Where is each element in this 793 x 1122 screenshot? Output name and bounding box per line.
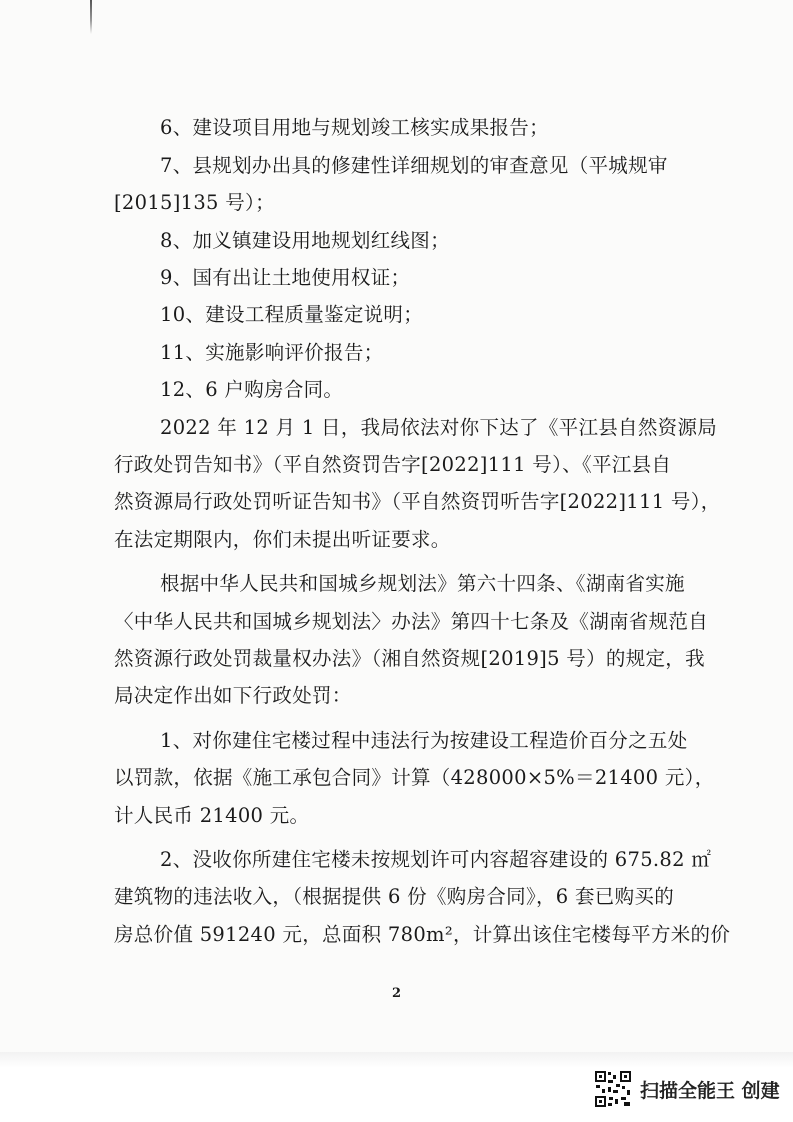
- text-line: 然资源行政处罚裁量权办法》（湘自然资规[2019]5 号）的规定，我: [114, 647, 705, 670]
- text-line: 11、实施影响评价报告；: [160, 341, 384, 364]
- text-line: 2022 年 12 月 1 日，我局依法对你下达了《平江县自然资源局: [160, 416, 718, 439]
- text-line: 1、对你建住宅楼过程中违法行为按建设工程造价百分之五处: [160, 729, 688, 752]
- text-line: 然资源局行政处罚听证告知书》（平自然资罚听告字[2022]111 号），: [114, 490, 721, 513]
- text-line: 〈中华人民共和国城乡规划法〉办法》第四十七条及《湖南省规范自: [114, 610, 709, 633]
- text-line: 以罚款，依据《施工承包合同》计算（428000×5%＝21400 元），: [114, 766, 715, 789]
- text-line: 计人民币 21400 元。: [114, 804, 310, 827]
- page-number: 2: [391, 986, 402, 1001]
- text-line: 10、建设工程质量鉴定说明；: [160, 303, 424, 326]
- scanner-brand-label: 扫描全能王 创建: [640, 1080, 780, 1102]
- text-line: 建筑物的违法收入，（根据提供 6 份《购房合同》，6 套已购买的: [114, 885, 675, 908]
- page-bottom-shadow: [0, 1052, 793, 1068]
- text-line: 6、建设项目用地与规划竣工核实成果报告；: [160, 116, 549, 139]
- text-line: 在法定期限内，你们未提出听证要求。: [114, 528, 451, 551]
- text-line: 局决定作出如下行政处罚：: [114, 684, 352, 707]
- text-line: 7、县规划办出具的修建性详细规划的审查意见（平城规审: [160, 154, 668, 177]
- text-line: 根据中华人民共和国城乡规划法》第六十四条、《湖南省实施: [160, 572, 685, 595]
- text-line: [2015]135 号）；: [114, 191, 275, 214]
- text-line: 9、国有出让土地使用权证；: [160, 266, 411, 289]
- text-line: 8、加义镇建设用地规划红线图；: [160, 229, 450, 252]
- text-line: 12、6 户购房合同。: [160, 378, 344, 401]
- qr-code-icon: [594, 1070, 632, 1108]
- text-line: 2、没收你所建住宅楼未按规划许可内容超容建设的 675.82 ㎡: [160, 848, 712, 871]
- scan-edge-mark: [90, 0, 92, 34]
- text-line: 行政处罚告知书》（平自然资罚告字[2022]111 号）、《平江县自: [114, 453, 672, 476]
- text-line: 房总价值 591240 元，总面积 780m²，计算出该住宅楼每平方米的价: [114, 923, 731, 946]
